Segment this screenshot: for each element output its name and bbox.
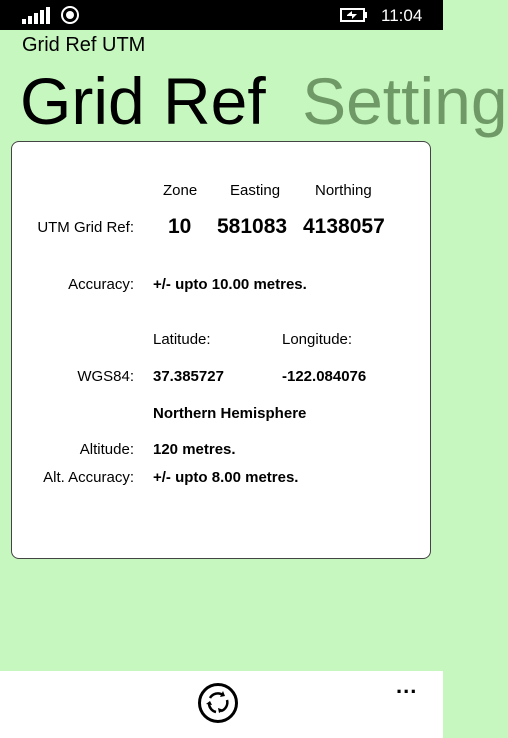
utm-zone-value: 10 — [168, 215, 192, 238]
grid-ref-card — [11, 141, 431, 559]
wifi-icon — [61, 6, 79, 24]
latitude-value: 37.385727 — [153, 368, 224, 385]
accuracy-value: +/- upto 10.00 metres. — [153, 276, 307, 293]
longitude-header: Longitude: — [282, 331, 353, 348]
app-bar — [0, 671, 443, 738]
easting-header: Easting — [230, 182, 281, 199]
app-title: Grid Ref UTM — [22, 34, 146, 56]
clock: 11:04 — [381, 6, 423, 25]
accuracy-label: Accuracy: — [68, 276, 134, 293]
latitude-header: Latitude: — [153, 331, 211, 348]
tab-settings[interactable]: Setting — [302, 64, 508, 138]
battery-charging-icon — [340, 8, 368, 22]
altitude-value: 120 metres. — [153, 441, 236, 458]
northing-header: Northing — [315, 182, 372, 199]
utm-northing-value: 4138057 — [303, 215, 385, 238]
wgs84-label: WGS84: — [77, 368, 134, 385]
altitude-label: Altitude: — [79, 441, 134, 458]
tab-grid-ref[interactable]: Grid Ref — [20, 64, 266, 138]
signal-icon — [22, 6, 50, 24]
refresh-icon — [201, 686, 235, 720]
utm-label: UTM Grid Ref: — [37, 219, 134, 236]
status-bar — [0, 0, 443, 30]
hemisphere-value: Northern Hemisphere — [153, 405, 307, 422]
longitude-value: -122.084076 — [282, 368, 367, 385]
utm-easting-value: 581083 — [217, 215, 288, 238]
refresh-button[interactable] — [198, 683, 238, 723]
more-options-button[interactable]: ... — [396, 673, 418, 698]
alt-accuracy-value: +/- upto 8.00 metres. — [153, 469, 299, 486]
zone-header: Zone — [163, 182, 198, 199]
pivot-header — [20, 62, 508, 140]
alt-accuracy-label: Alt. Accuracy: — [43, 469, 134, 486]
